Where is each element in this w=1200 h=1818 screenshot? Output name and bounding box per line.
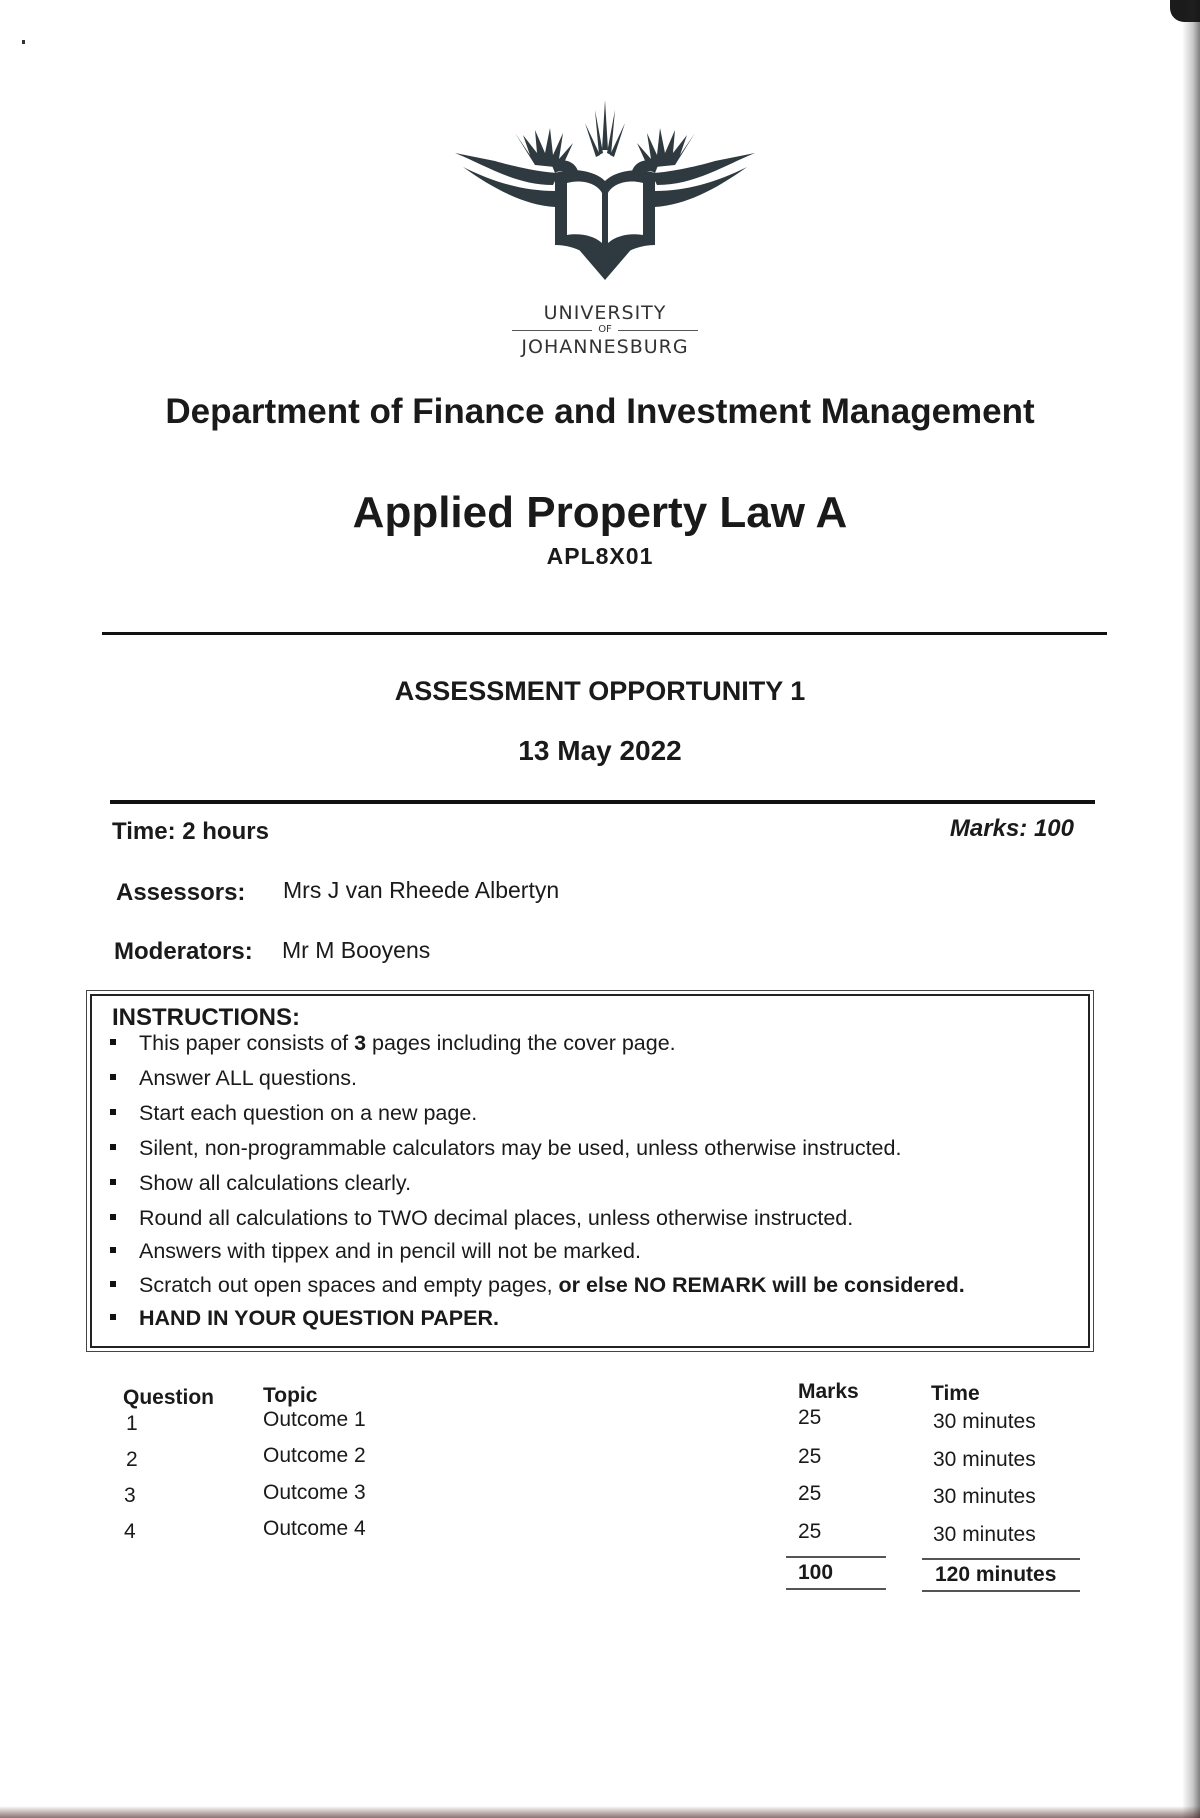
instruction-text: Show all calculations clearly. — [139, 1171, 412, 1195]
instruction-text: pages including the cover page. — [366, 1031, 676, 1055]
university-name — [490, 302, 720, 358]
moderators-value: Mr M Booyens — [282, 937, 431, 963]
instructions-title: INSTRUCTIONS: — [112, 1004, 300, 1031]
divider-top — [102, 632, 1107, 635]
table-cell-topic: Outcome 2 — [263, 1444, 366, 1467]
instruction-text: HAND IN YOUR QUESTION PAPER. — [139, 1306, 499, 1330]
instruction-emphasis: 3 — [354, 1031, 367, 1055]
total-underline-marks — [786, 1588, 886, 1590]
bullet-icon — [110, 1109, 116, 1115]
instruction-text: This paper consists of — [139, 1031, 355, 1055]
scan-speck — [22, 40, 25, 44]
assessors-value: Mrs J van Rheede Albertyn — [283, 877, 560, 903]
total-rule-time — [922, 1558, 1080, 1560]
moderators-label: Moderators: — [114, 938, 253, 965]
table-cell-topic: Outcome 3 — [263, 1481, 366, 1504]
exam-marks: Marks: 100 — [949, 815, 1074, 842]
university-logo-icon — [455, 95, 755, 295]
bullet-icon — [110, 1247, 116, 1253]
table-header-question: Question — [123, 1386, 215, 1409]
table-cell-marks: 25 — [798, 1406, 822, 1429]
table-cell-time: 30 minutes — [933, 1448, 1036, 1471]
table-header-time: Time — [931, 1382, 980, 1405]
instruction-text: Round all calculations to TWO decimal places, unless otherwise instructed. — [139, 1206, 854, 1230]
department-title: Department of Finance and Investment Management — [165, 392, 1035, 431]
course-code: APL8X01 — [546, 543, 654, 569]
logo-line2: JOHANNESBURG — [521, 336, 689, 358]
instruction-text: Start each question on a new page. — [139, 1101, 478, 1125]
table-cell-question: 4 — [124, 1520, 136, 1543]
assessment-title: ASSESSMENT OPPORTUNITY 1 — [394, 676, 806, 706]
instruction-item — [110, 1136, 901, 1161]
total-rule-marks — [786, 1556, 886, 1558]
instruction-text: Silent, non-programmable calculators may be used, unless otherwise instructed. — [139, 1136, 902, 1160]
bullet-icon — [110, 1314, 116, 1320]
logo-line1: UNIVERSITY — [543, 302, 667, 324]
instruction-text: Answers with tippex and in pencil will not be marked. — [139, 1239, 641, 1263]
bullet-icon — [110, 1144, 116, 1150]
course-title: Applied Property Law A — [352, 488, 848, 537]
divider-bottom — [110, 800, 1095, 804]
table-cell-question: 3 — [124, 1484, 136, 1507]
bullet-icon — [110, 1074, 116, 1080]
exam-date: 13 May 2022 — [518, 735, 682, 766]
logo-of: OF — [490, 325, 720, 335]
table-header-marks: Marks — [798, 1380, 859, 1403]
total-underline-time — [922, 1590, 1080, 1592]
instruction-item — [110, 1206, 853, 1231]
instruction-item — [110, 1239, 641, 1264]
assessors-label: Assessors: — [116, 879, 246, 906]
table-cell-marks: 25 — [798, 1482, 822, 1505]
table-cell-marks: 25 — [798, 1445, 822, 1468]
table-cell-topic: Outcome 1 — [263, 1408, 366, 1431]
total-marks: 100 — [798, 1561, 834, 1584]
table-header-topic: Topic — [263, 1384, 318, 1407]
instruction-emphasis: or else NO REMARK will be considered. — [558, 1273, 965, 1297]
exam-time: Time: 2 hours — [112, 818, 269, 845]
instruction-text: Answer ALL questions. — [139, 1066, 357, 1090]
table-cell-marks: 25 — [798, 1520, 822, 1543]
bullet-icon — [110, 1281, 116, 1287]
instruction-item — [110, 1066, 357, 1091]
instruction-item — [110, 1031, 676, 1056]
bullet-icon — [110, 1179, 116, 1185]
instruction-item — [110, 1306, 499, 1331]
table-cell-question: 2 — [126, 1448, 138, 1471]
table-cell-topic: Outcome 4 — [263, 1517, 366, 1540]
bullet-icon — [110, 1039, 116, 1045]
scan-edge-right — [1182, 0, 1200, 1818]
instruction-item — [110, 1273, 965, 1298]
total-time: 120 minutes — [935, 1563, 1057, 1586]
instruction-item — [110, 1101, 477, 1126]
table-cell-time: 30 minutes — [933, 1410, 1036, 1433]
table-cell-time: 30 minutes — [933, 1523, 1036, 1546]
table-cell-question: 1 — [126, 1412, 138, 1435]
table-cell-time: 30 minutes — [933, 1485, 1036, 1508]
instruction-item — [110, 1171, 411, 1196]
scan-edge-bottom — [0, 1806, 1200, 1818]
bullet-icon — [110, 1214, 116, 1220]
instruction-text: Scratch out open spaces and empty pages, — [139, 1273, 559, 1297]
